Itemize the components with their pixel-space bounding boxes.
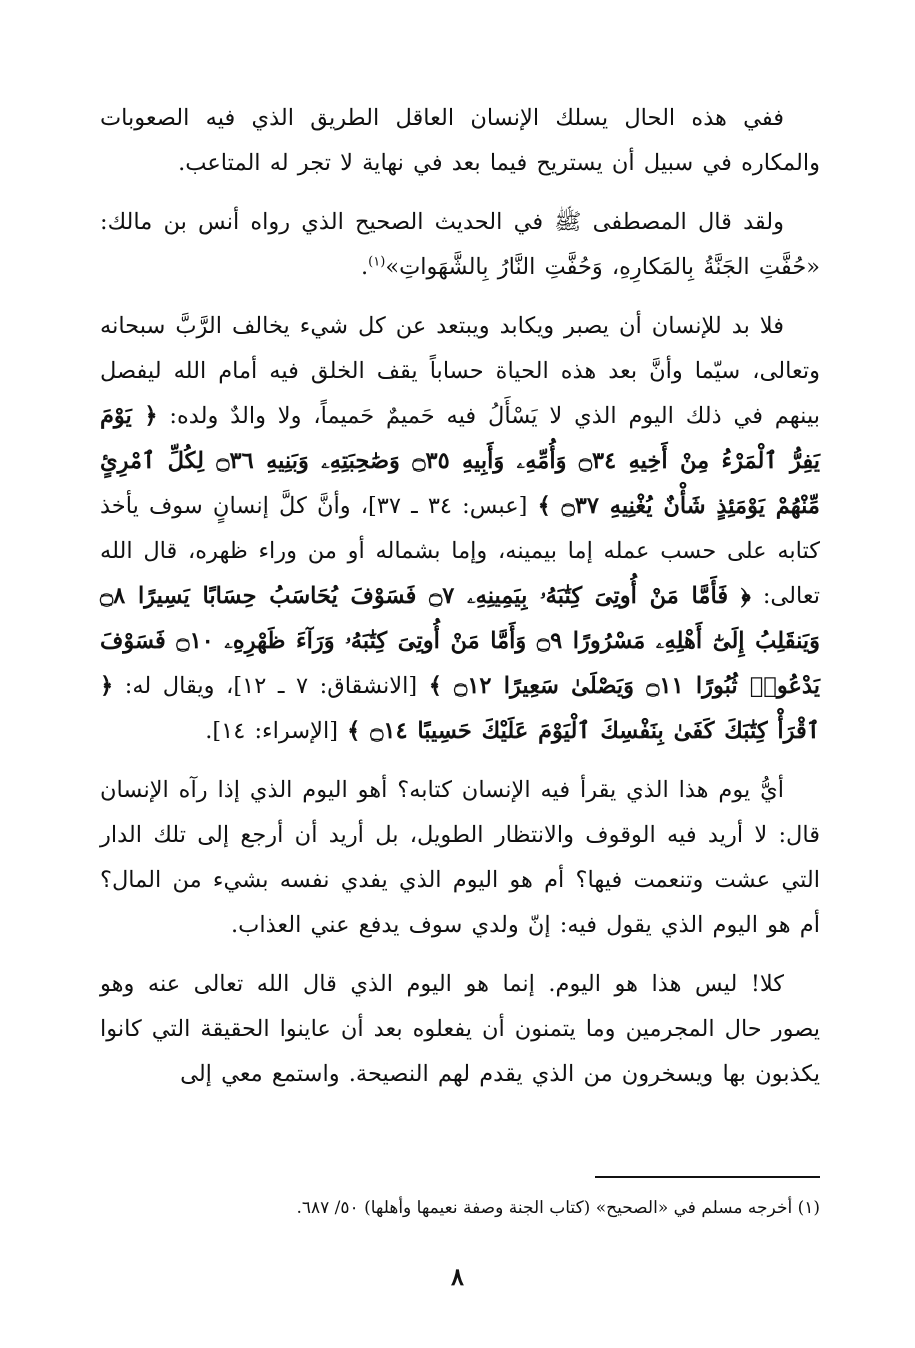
paragraph-4: [100, 768, 820, 948]
verse-isra: ﴿ ٱقْرَأْ كِتَٰبَكَ كَفَىٰ بِنَفْسِكَ ٱلْيَوْمَ عَلَيْكَ حَسِيبًا ۝١٤ ﴾: [100, 673, 820, 744]
paragraph-1-text: ففي هذه الحال يسلك الإنسان العاقل الطريق الذي فيه الصعوبات والمكاره في سبيل أن يستريح فيما بعد في نهاية لا تجر له المتاعب.: [100, 105, 820, 176]
footnote-marker: (١): [368, 254, 386, 270]
verse-inshiqaq: ﴿ فَأَمَّا مَنْ أُوتِىَ كِتَٰبَهُۥ بِيَمِينِهِۦ ۝٧ فَسَوْفَ يُحَاسَبُ حِسَابًا يَسِيرًا ۝٨ وَيَنقَلِبُ إِلَىٰٓ أَهْلِهِۦ مَسْرُورًا ۝٩ وَأَمَّا مَنْ أُوتِىَ كِتَٰبَهُۥ وَرَآءَ ظَهْرِهِۦ ۝١٠ فَسَوْفَ يَدْعُوا۟ ثُبُورًا ۝١١ وَيَصْلَىٰ سَعِيرًا ۝١٢ ﴾: [100, 583, 821, 699]
paragraph-3-continuation: ، وأنَّ كلَّ إنسانٍ سوف يأخذ كتابه على حسب عمله إما بيمينه، وإما بشماله أو من وراء ظهره، قال الله تعالى:: [100, 493, 821, 609]
verse-abasa: ﴿ يَوْمَ يَفِرُّ ٱلْمَرْءُ مِنْ أَخِيهِ ۝٣٤ وَأُمِّهِۦ وَأَبِيهِ ۝٣٥ وَصَٰحِبَتِهِۦ وَبَنِيهِ ۝٣٦ لِكُلِّ ٱمْرِئٍ مِّنْهُمْ يَوْمَئِذٍ شَأْنٌ يُغْنِيهِ ۝٣٧ ﴾: [100, 403, 820, 519]
paragraph-3-text: فلا بد للإنسان أن يصبر ويكابد ويبتعد عن كل شيء يخالف الرَّبَّ سبحانه وتعالى، سيّما وأنَّ بعد هذه الحياة حساباً يقف الخلق فيه أمام الله ليفصل بينهم في ذلك اليوم الذي لا يَسْأَلُ فيه حَميمٌ حَميماً، ولا والدٌ ولده:: [100, 313, 820, 429]
paragraph-4-text: أيُّ يوم هذا الذي يقرأ فيه الإنسان كتابه؟ أهو اليوم الذي إذا رآه الإنسان قال: لا أريد فيه الوقوف والانتظار الطويل، بل أريد أن أرجع إلى تلك الدار التي عشت وتنعمت فيها؟ أم هو اليوم الذي يفدي نفسه بشيء من المال؟ أم هو اليوم الذي يقول فيه: إنّ ولدي سوف يدفع عني العذاب.: [100, 777, 820, 938]
paragraph-2: ولقد قال المصطفى ﷺ في الحديث الصحيح الذي رواه أنس بن مالك: «حُفَّتِ الجَنَّةُ بِالمَكارِهِ، وَحُفَّتِ النَّارُ بِالشَّهَواتِ»$^{(١)}$.: [100, 209, 820, 280]
paragraph-5-text: كلا! ليس هذا هو اليوم. إنما هو اليوم الذي قال الله تعالى عنه وهو يصور حال المجرمين وما يتمنون أن يفعلوه بعد أن عاينوا الحقيقة التي كانوا يكذبون بها ويسخرون من الذي يقدم لهم النصيحة. واستمع معي إلى: [100, 971, 820, 1087]
verse-abasa-reference: [عبس: ٣٤ ـ ٣٧]: [368, 493, 528, 519]
page-number: ٨: [451, 1262, 464, 1291]
verse-inshiqaq-reference: [الانشقاق: ٧ ـ ١٢]: [233, 673, 418, 699]
paragraph-5: [100, 962, 820, 1097]
page-body: [100, 96, 820, 1266]
paragraph-3: [100, 304, 820, 754]
verse-isra-reference: [الإسراء: ١٤].: [205, 718, 339, 744]
paragraph-2-text: ولقد قال المصطفى ﷺ في الحديث الصحيح الذي رواه أنس بن مالك: «حُفَّتِ الجَنَّةُ بِالمَكارِهِ، وَحُفَّتِ النَّارُ بِالشَّهَواتِ»: [100, 209, 820, 280]
footnote: (١) أخرجه مسلم في «الصحيح» (كتاب الجنة وصفة نعيمها وأهلها) ٥٠/ ٦٨٧.: [296, 1198, 820, 1218]
paragraph-3-said: ، ويقال له:: [124, 673, 234, 699]
paragraph-1: [100, 96, 820, 186]
footnote-divider: [595, 1176, 820, 1178]
